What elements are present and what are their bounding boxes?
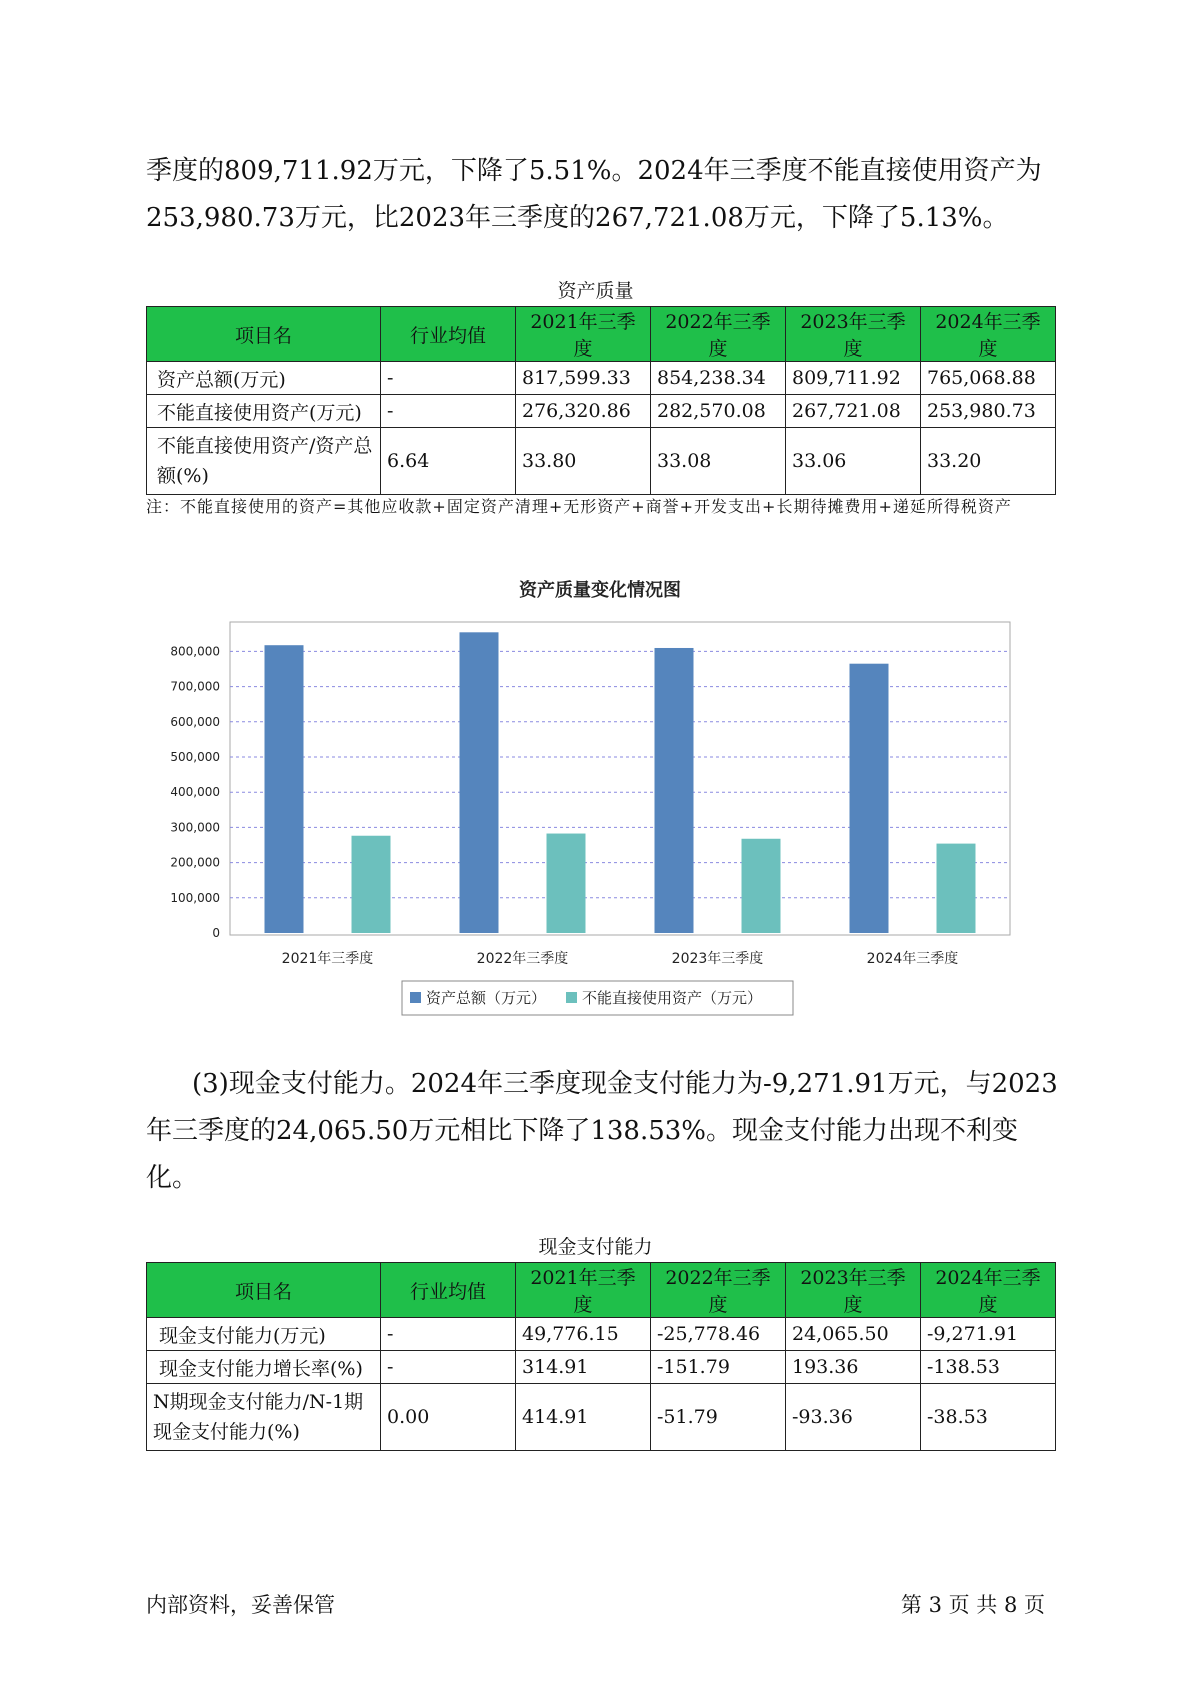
table-row <box>147 1384 1056 1451</box>
paragraph-line: 年三季度的24,065.50万元相比下降了138.53%。现金支付能力出现不利变 <box>146 1116 1019 1146</box>
table-caption: 现金支付能力 <box>538 1236 653 1258</box>
x-tick-label: 2021年三季度 <box>281 951 374 967</box>
header-cell: 2021年三季度 <box>516 307 651 362</box>
legend-swatch-unusable-assets <box>566 992 577 1003</box>
table-cell: 267,721.08 <box>786 395 921 428</box>
y-tick-label: 400,000 <box>170 785 220 800</box>
table-row <box>147 1318 1056 1351</box>
asset-quality-table <box>146 306 1056 495</box>
table-cell: - <box>381 395 516 428</box>
x-tick-label: 2024年三季度 <box>866 951 959 967</box>
table-cell: 33.06 <box>786 428 921 495</box>
header-cell: 2024年三季度 <box>921 307 1056 362</box>
header-cell: 2023年三季度 <box>786 307 921 362</box>
table-cell: 33.08 <box>651 428 786 495</box>
bar-total-assets <box>265 645 304 933</box>
footer-page-number: 第 3 页 共 8 页 <box>900 1593 1045 1617</box>
bar-unusable-assets <box>937 844 976 933</box>
y-tick-label: 300,000 <box>170 820 220 835</box>
table-cell: -138.53 <box>921 1351 1056 1384</box>
table-cell: 276,320.86 <box>516 395 651 428</box>
header-cell: 2022年三季度 <box>651 307 786 362</box>
table-cell: 0.00 <box>381 1384 516 1451</box>
table-cell: 414.91 <box>516 1384 651 1451</box>
table-cell: 282,570.08 <box>651 395 786 428</box>
bar-total-assets <box>460 632 499 933</box>
table-row <box>147 362 1056 395</box>
legend-swatch-total-assets <box>410 992 421 1003</box>
table-cell: 6.64 <box>381 428 516 495</box>
table-header-row <box>147 1263 1056 1318</box>
table-cell: N期现金支付能力/N-1期现金支付能力(%) <box>147 1384 381 1451</box>
legend-label-total-assets: 资产总额（万元） <box>426 989 547 1007</box>
bar-unusable-assets <box>742 839 781 933</box>
y-tick-label: 500,000 <box>170 750 220 764</box>
table-cell: 817,599.33 <box>516 362 651 395</box>
bar-total-assets <box>655 648 694 933</box>
header-cell: 2024年三季度 <box>921 1263 1056 1318</box>
header-cell: 项目名 <box>147 1263 381 1318</box>
header-cell: 行业均值 <box>381 307 516 362</box>
paragraph-line: 化。 <box>146 1163 199 1193</box>
table-row <box>147 395 1056 428</box>
table-cell: -38.53 <box>921 1384 1056 1451</box>
table-cell: -51.79 <box>651 1384 786 1451</box>
paragraph-line: 季度的809,711.92万元，下降了5.51%。2024年三季度不能直接使用资产为 <box>146 156 1042 186</box>
table-cell: 不能直接使用资产(万元) <box>147 395 381 428</box>
table-note: 注：不能直接使用的资产=其他应收款+固定资产清理+无形资产+商誉+开发支出+长期待摊费用+递延所得税资产 <box>146 497 1012 516</box>
table-cell: -25,778.46 <box>651 1318 786 1351</box>
table-cell: 不能直接使用资产/资产总额(%) <box>147 428 381 495</box>
x-axis <box>282 950 959 967</box>
y-tick-label: 600,000 <box>170 714 220 729</box>
table-cell: 854,238.34 <box>651 362 786 395</box>
table-cell: 33.20 <box>921 428 1056 495</box>
table-cell: 193.36 <box>786 1351 921 1384</box>
header-cell: 行业均值 <box>381 1263 516 1318</box>
header-cell: 2023年三季度 <box>786 1263 921 1318</box>
table-cell: -151.79 <box>651 1351 786 1384</box>
table-cell: 33.80 <box>516 428 651 495</box>
table-header-row <box>147 307 1056 362</box>
table-cell: - <box>381 1318 516 1351</box>
table-cell: -93.36 <box>786 1384 921 1451</box>
table-cell: 314.91 <box>516 1351 651 1384</box>
bar-unusable-assets <box>352 836 391 933</box>
table-cell: 24,065.50 <box>786 1318 921 1351</box>
table-cell: - <box>381 1351 516 1384</box>
bar-total-assets <box>850 664 889 933</box>
table-cell: - <box>381 362 516 395</box>
chart-title: 资产质量变化情况图 <box>519 580 681 601</box>
y-axis <box>170 644 220 940</box>
y-tick-label: 200,000 <box>170 855 220 870</box>
table-cell: -9,271.91 <box>921 1318 1056 1351</box>
table-caption: 资产质量 <box>557 280 634 302</box>
y-tick-label: 700,000 <box>170 679 220 694</box>
table-row <box>147 1351 1056 1384</box>
cash-payment-table <box>146 1262 1056 1451</box>
table-cell: 资产总额(万元) <box>147 362 381 395</box>
y-tick-label: 0 <box>212 926 220 940</box>
table-cell: 现金支付能力(万元) <box>147 1318 381 1351</box>
table-cell: 765,068.88 <box>921 362 1056 395</box>
bar-unusable-assets <box>547 834 586 933</box>
x-tick-label: 2022年三季度 <box>476 951 569 967</box>
table-row <box>147 428 1056 495</box>
table-cell: 49,776.15 <box>516 1318 651 1351</box>
paragraph-line: (3)现金支付能力。2024年三季度现金支付能力为-9,271.91万元，与2023 <box>192 1069 1058 1099</box>
table-cell: 253,980.73 <box>921 395 1056 428</box>
asset-quality-chart <box>146 568 1026 1033</box>
legend <box>402 981 793 1015</box>
header-cell: 2021年三季度 <box>516 1263 651 1318</box>
footer-left: 内部资料，妥善保管 <box>146 1593 335 1617</box>
table-cell: 现金支付能力增长率(%) <box>147 1351 381 1384</box>
legend-label-unusable-assets: 不能直接使用资产（万元） <box>582 989 763 1007</box>
header-cell: 2022年三季度 <box>651 1263 786 1318</box>
paragraph-line: 253,980.73万元，比2023年三季度的267,721.08万元，下降了5.13%。 <box>146 203 1009 233</box>
y-tick-label: 100,000 <box>170 890 220 905</box>
table-cell: 809,711.92 <box>786 362 921 395</box>
header-cell: 项目名 <box>147 307 381 362</box>
y-tick-label: 800,000 <box>170 644 220 659</box>
x-tick-label: 2023年三季度 <box>671 951 764 967</box>
plot-area <box>230 622 1010 935</box>
